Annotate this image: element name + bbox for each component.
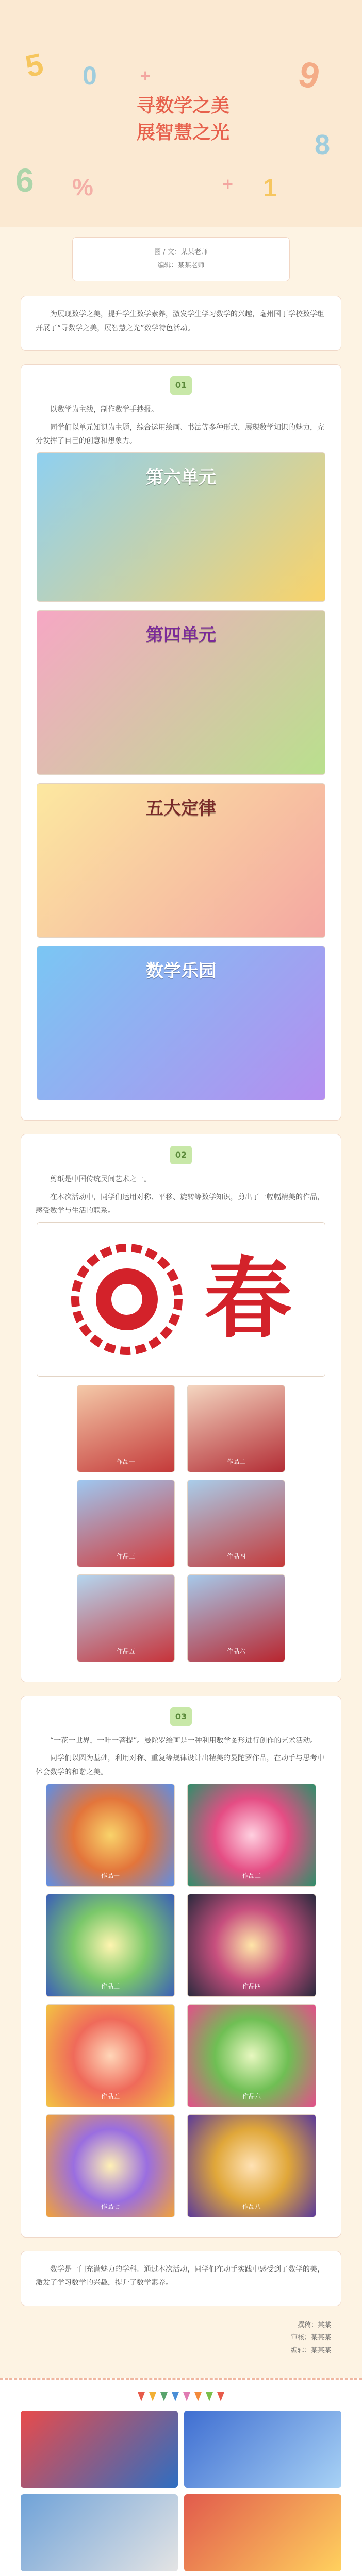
photo-cell: [77, 1385, 175, 1472]
papercut-spring-char: 春: [204, 1248, 292, 1350]
photo-label: 作品三: [101, 1982, 120, 1990]
section-badge: 02: [170, 1146, 192, 1164]
photo-label: 作品七: [101, 2202, 120, 2210]
image-caption: 第六单元: [146, 467, 216, 488]
newspaper-image-3: [37, 783, 325, 938]
hero-number-8: 8: [315, 129, 331, 160]
school-photo-grid: [21, 2411, 341, 2576]
hero-title-line2: 展智慧之光: [136, 122, 229, 144]
meta-card: [72, 237, 290, 281]
photo-cell: [187, 1784, 316, 1887]
section1-paragraph: 同学们以单元知识为主题，综合运用绘画、书法等多种形式，展现数学知识的魅力，充分发挥了自己的创意和想象力。: [36, 423, 324, 446]
signature-writer: 撰稿：某某: [297, 2321, 331, 2329]
bunting-flag: [217, 2392, 224, 2401]
photo-label: 作品一: [116, 1458, 135, 1465]
photo-cell: [46, 1784, 175, 1887]
closing-card: [21, 2251, 341, 2306]
photo-label: 作品六: [226, 1647, 245, 1655]
hero-number-1: 1: [263, 175, 277, 202]
photo-label: 作品四: [226, 1552, 245, 1560]
papercut-photo-grid: [36, 1385, 326, 1662]
hero-number-6: 6: [15, 162, 34, 199]
plus-decoration: +: [139, 67, 152, 84]
photo-label: 作品五: [116, 1647, 135, 1655]
newspaper-image-2: [37, 610, 325, 775]
hero-number-9: 9: [294, 53, 324, 97]
section-badge: 03: [170, 1707, 192, 1726]
photo-cell: [187, 1894, 316, 1997]
photo-label: 作品一: [101, 1872, 120, 1879]
photo-cell: [187, 1574, 285, 1662]
photo-label: 作品六: [242, 2092, 261, 2100]
newspaper-image-1: [37, 452, 325, 602]
meta-author: 图 / 文：某某老师: [154, 248, 208, 256]
photo-cell: [77, 1480, 175, 1567]
hero-number-5: 5: [22, 46, 46, 84]
bunting-flag: [183, 2392, 190, 2401]
school-photo: [184, 2411, 341, 2488]
signature-block: [0, 2319, 362, 2358]
section3-paragraph: “一花一世界，一叶一菩提”。曼陀罗绘画是一种利用数学图形进行创作的艺术活动。: [50, 1736, 318, 1745]
photo-cell: [46, 2114, 175, 2217]
papercut-banner: [37, 1222, 325, 1377]
meta-editor: 编辑：某某老师: [157, 262, 205, 269]
papercut-flower-icon: [70, 1243, 184, 1356]
section-mandala: [21, 1696, 341, 2238]
intro-card: [21, 296, 341, 351]
newspaper-image-4: [37, 946, 325, 1100]
photo-cell: [187, 2114, 316, 2217]
section2-paragraph: 在本次活动中，同学们运用对称、平移、旋转等数学知识，剪出了一幅幅精美的作品，感受数学与生活的联系。: [36, 1193, 324, 1215]
hero-title: [106, 93, 260, 146]
school-photo: [184, 2494, 341, 2571]
signature-editor: 编辑：某某某: [290, 2347, 331, 2355]
section-badge: 01: [170, 376, 192, 395]
photo-label: 作品二: [242, 1872, 261, 1879]
bunting-flag: [172, 2392, 179, 2401]
photo-cell: [187, 1385, 285, 1472]
school-footer: [0, 2378, 362, 2576]
section-handwritten-newspaper: [21, 364, 341, 1121]
photo-label: 作品四: [242, 1982, 261, 1990]
bunting-flag: [206, 2392, 213, 2401]
bunting-flag: [194, 2392, 202, 2401]
school-photo: [21, 2494, 178, 2571]
image-caption: 五大定律: [146, 798, 216, 819]
hero-number-0: 0: [83, 61, 97, 90]
photo-cell: [187, 1480, 285, 1567]
bunting-decoration: [21, 2392, 341, 2401]
photo-cell: [77, 1574, 175, 1662]
photo-label: 作品二: [226, 1458, 245, 1465]
photo-label: 作品八: [242, 2202, 261, 2210]
hero-percent: %: [72, 174, 93, 200]
plus-decoration: +: [222, 175, 234, 192]
photo-cell: [187, 2004, 316, 2107]
school-photo: [21, 2411, 178, 2488]
hero-title-line1: 寻数学之美: [136, 95, 229, 116]
photo-label: 作品五: [101, 2092, 120, 2100]
photo-cell: [46, 2004, 175, 2107]
section1-paragraph: 以数学为主线，制作数学手抄报。: [50, 405, 158, 414]
bunting-flag: [160, 2392, 168, 2401]
photo-label: 作品三: [116, 1552, 135, 1560]
intro-paragraph: 为展现数学之美，提升学生数学素养，激发学生学习数学的兴趣，毫州国丁学校数学组开展了“寻数学之美，展智慧之光”数学特色活动。: [36, 310, 324, 332]
signature-reviewer: 审核：某某某: [290, 2334, 331, 2342]
section2-paragraph: 剪纸是中国传统民间艺术之一。: [50, 1175, 151, 1183]
image-caption: 第四单元: [146, 624, 216, 646]
image-caption: 数学乐园: [146, 960, 216, 981]
photo-cell: [46, 1894, 175, 1997]
mandala-photo-grid: [36, 1784, 326, 2217]
section-papercut: [21, 1134, 341, 1682]
bunting-flag: [138, 2392, 145, 2401]
section3-paragraph: 同学们以圆为基础，利用对称、重复等规律设计出精美的曼陀罗作品，在动手与思考中体会数学的和谐之美。: [36, 1754, 324, 1776]
hero-banner: [0, 0, 362, 227]
bunting-flag: [149, 2392, 156, 2401]
closing-paragraph: 数学是一门充满魅力的学科。通过本次活动，同学们在动手实践中感受到了数学的美，激发了学习数学的兴趣，提升了数学素养。: [36, 2265, 324, 2287]
